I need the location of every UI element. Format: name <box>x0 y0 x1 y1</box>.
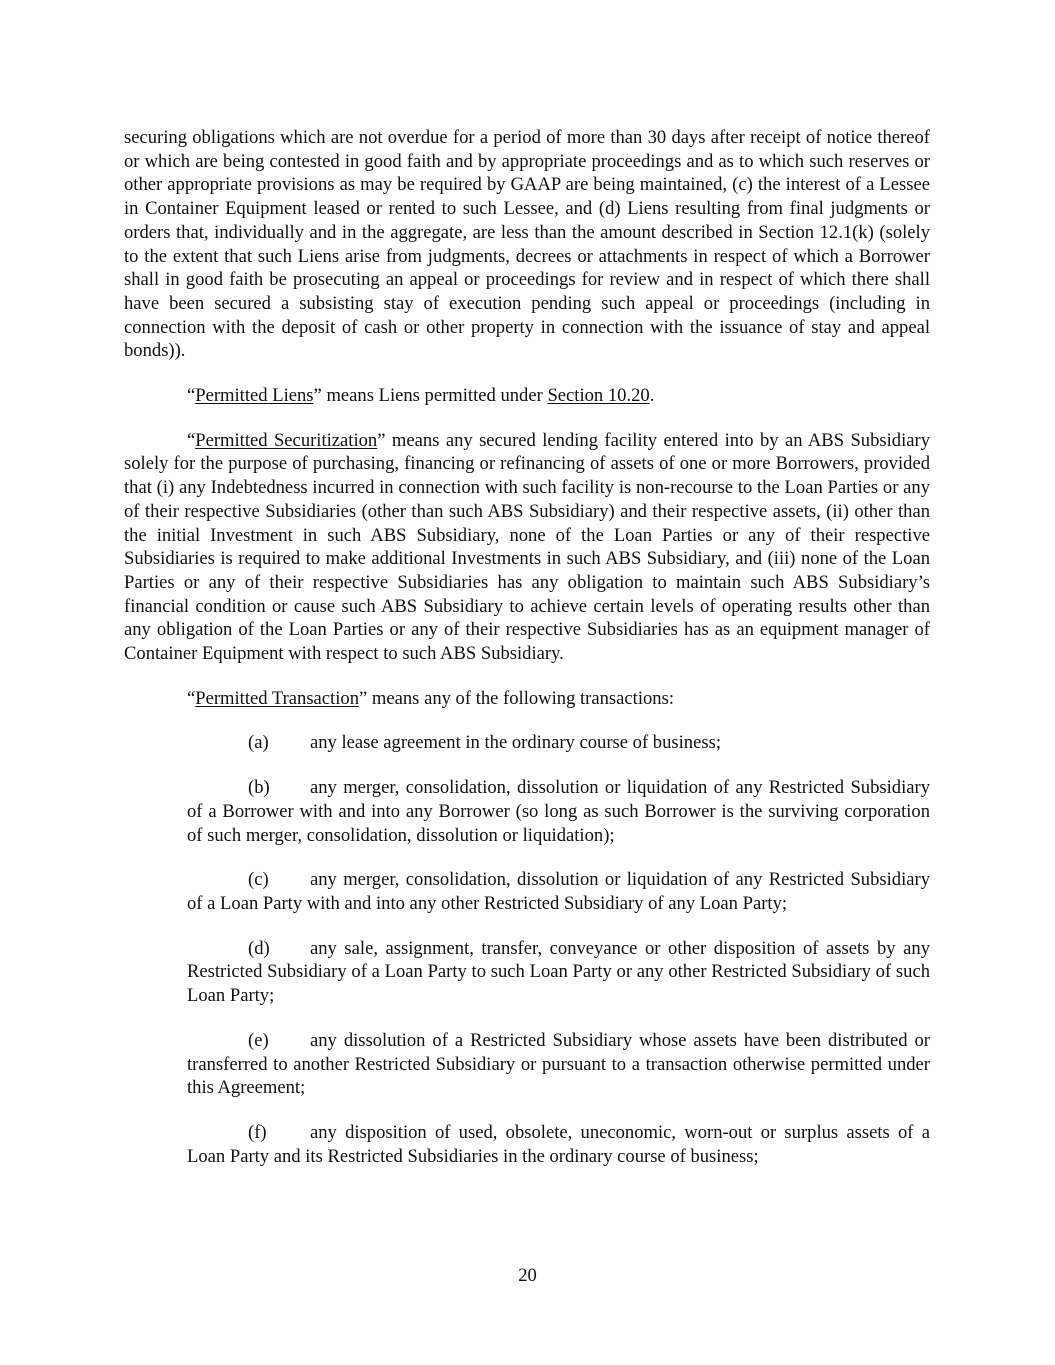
close-quote: ” <box>377 429 386 451</box>
item-text: any merger, consolidation, dissolution or liquidation of any Restricted Subsidiary of a Borrower with and into any Borrower (so long as such Borrower is the surviving corporation of such merger, consolidation, dissolution or liquidation); <box>187 777 930 846</box>
list-item-c <box>187 868 930 915</box>
definition-text-end: . <box>649 385 655 407</box>
defined-term: Permitted Transaction <box>195 687 359 709</box>
item-label: (a) <box>248 732 269 754</box>
defined-term: Permitted Securitization <box>195 429 378 451</box>
list-item-d <box>187 937 930 1008</box>
list-item-b <box>187 776 930 847</box>
document-page <box>124 126 930 1189</box>
item-text: any lease agreement in the ordinary course of business; <box>310 732 721 754</box>
item-label: (e) <box>248 1029 269 1051</box>
item-label: (f) <box>248 1121 267 1143</box>
item-label: (c) <box>248 869 269 891</box>
item-text: any merger, consolidation, dissolution or liquidation of any Restricted Subsidiary of a Loan Party with and into any other Restricted Subsidiary of any Loan Party; <box>187 869 930 914</box>
list-item-e <box>187 1029 930 1100</box>
item-label: (d) <box>248 937 270 959</box>
section-reference: Section 10.20 <box>547 385 650 407</box>
list-item-a <box>187 731 930 755</box>
item-text: any disposition of used, obsolete, uneconomic, worn-out or surplus assets of a Loan Party and its Restricted Subsidiaries in the ordinary course of business; <box>187 1121 930 1167</box>
definition-permitted-liens <box>124 384 930 408</box>
definition-text: means any of the following transactions: <box>367 687 674 709</box>
definition-text: means any secured lending facility entered into by an ABS Subsidiary solely for the purpose of purchasing, financing or refinancing of assets of one or more Borrowers, provided that (i) any Indebtedness incurred in connection with such facility is non-recourse to the Loan Parties or any of their respective Subsidiaries (other than such ABS Subsidiary) and their respective assets, (ii) other than the initial Investment in such ABS Subsidiary, none of the Loan Parties or any of their respective Subsidiaries is required to make additional Investments in such ABS Subsidiary, and (iii) none of the Loan Parties or any of their respective Subsidiaries has any obligation to maintain such ABS Subsidiary’s financial condition or cause such ABS Subsidiary to achieve certain levels of operating results other than any obligation of the Loan Parties or any of their respective Subsidiaries has as an equipment manager of Container Equipment with respect to such ABS Subsidiary. <box>124 429 930 665</box>
definition-text: means Liens permitted under <box>321 385 548 407</box>
open-quote: “ <box>187 687 196 709</box>
item-label: (b) <box>248 777 270 799</box>
page-number: 20 <box>518 1265 537 1286</box>
open-quote: “ <box>187 385 196 407</box>
defined-term: Permitted Liens <box>195 385 314 407</box>
close-quote: ” <box>313 385 322 407</box>
item-text: any dissolution of a Restricted Subsidiary whose assets have been distributed or transferred to another Restricted Subsidiary or pursuant to a transaction otherwise permitted under this Agreement; <box>187 1029 930 1099</box>
continuation-paragraph: securing obligations which are not overdue for a period of more than 30 days after receipt of notice thereof or which are being contested in good faith and by appropriate proceedings and as to which such reserves or other appropriate provisions as may be required by GAAP are being maintained, (c) the interest of a Lessee in Container Equipment leased or rented to such Lessee, and (d) Liens resulting from final judgments or orders that, individually and in the aggregate, are less than the amount described in Section 12.1(k) (solely to the extent that such Liens arise from judgments, decrees or attachments in respect of which a Borrower shall in good faith be prosecuting an appeal or proceedings for review and in respect of which there shall have been secured a subsisting stay of execution pending such appeal or proceedings (including in connection with the deposit of cash or other property in connection with the issuance of stay and appeal bonds)). <box>124 127 930 362</box>
item-text: any sale, assignment, transfer, conveyance or other disposition of assets by any Restricted Subsidiary of a Loan Party to such Loan Party or any other Restricted Subsidiary of such Loan Party; <box>187 937 930 1007</box>
open-quote: “ <box>187 429 196 451</box>
definition-permitted-securitization <box>124 429 930 666</box>
list-item-f <box>187 1121 930 1168</box>
definition-permitted-transaction <box>124 687 930 711</box>
close-quote: ” <box>359 687 368 709</box>
